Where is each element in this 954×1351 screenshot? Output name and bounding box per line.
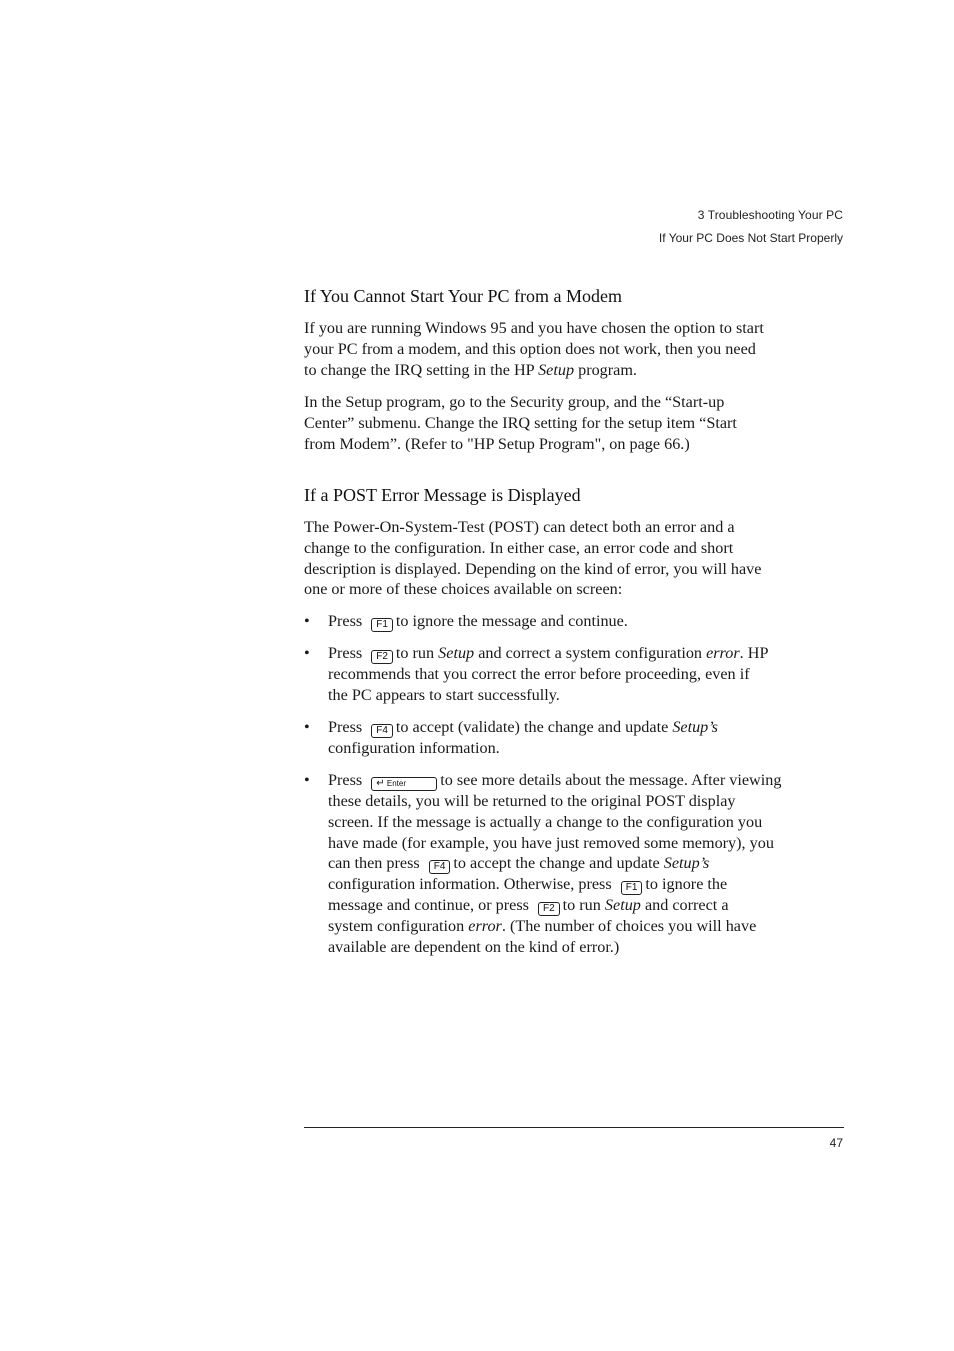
section-heading-post: If a POST Error Message is Displayed xyxy=(304,485,581,505)
running-header-chapter: 3 Troubleshooting Your PC xyxy=(697,208,843,222)
list-item-f1 xyxy=(304,611,844,632)
text-span: Press xyxy=(328,771,363,789)
text-span: can then press xyxy=(328,854,420,873)
f4-key-icon: F4 xyxy=(371,724,393,738)
text-span: . HP xyxy=(739,644,769,662)
text-line: your PC from a modem, and this option does not work, then you need xyxy=(304,339,756,358)
emphasis-setups: Setup’s xyxy=(672,718,718,736)
text-span: and correct a xyxy=(640,896,729,915)
section-heading-modem: If You Cannot Start Your PC from a Modem xyxy=(304,286,623,306)
f4-key-icon: F4 xyxy=(429,860,451,874)
text-line: these details, you will be returned to the original POST display xyxy=(328,792,736,810)
bullet-symbol: • xyxy=(304,771,310,789)
bullet-symbol: • xyxy=(304,718,310,736)
f2-key-icon: F2 xyxy=(538,902,560,916)
emphasis-error: error xyxy=(468,917,502,936)
f1-key-icon: F1 xyxy=(371,618,393,632)
text-line xyxy=(328,874,844,895)
text-span: and correct a system configuration xyxy=(474,644,707,662)
text-span: to change the IRQ setting in the HP xyxy=(304,360,539,379)
list-item-f4 xyxy=(304,717,844,759)
text-line: configuration information. xyxy=(328,739,500,757)
paragraph-modem-setup xyxy=(304,392,844,454)
text-line: In the Setup program, go to the Security group, and the “Start-up xyxy=(304,393,725,411)
text-line: description is displayed. Depending on the kind of error, you will have xyxy=(304,559,762,578)
text-span: to run xyxy=(562,896,605,915)
text-line xyxy=(328,895,844,916)
f1-key-icon: F1 xyxy=(621,881,643,895)
text-line: available are dependent on the kind of error.) xyxy=(328,938,620,957)
text-span: to ignore the message and continue. xyxy=(395,612,628,630)
text-span: to run xyxy=(395,644,439,662)
text-span: Press xyxy=(328,644,363,662)
text-line xyxy=(328,717,844,738)
f2-key-icon: F2 xyxy=(371,650,393,664)
text-line xyxy=(328,916,844,937)
text-line: recommends that you correct the error before proceeding, even if xyxy=(328,665,750,683)
text-span: . (The number of choices you will have xyxy=(501,917,757,936)
text-line: have made (for example, you have just removed some memory), you xyxy=(328,833,774,852)
text-span: message and continue, or press xyxy=(328,896,529,915)
list-item-enter xyxy=(304,770,844,958)
text-span: to accept the change and update xyxy=(453,854,664,873)
running-header-section: If Your PC Does Not Start Properly xyxy=(658,231,843,245)
emphasis-setup: Setup xyxy=(438,644,475,662)
text-line xyxy=(328,770,844,791)
paragraph-post-intro xyxy=(304,517,844,600)
text-line: If you are running Windows 95 and you have chosen the option to start xyxy=(304,319,764,337)
text-span: Press xyxy=(328,718,363,736)
enter-arrow-icon: ↵ xyxy=(376,778,385,789)
text-span: configuration information. Otherwise, press xyxy=(328,875,612,894)
text-line: the PC appears to start successfully. xyxy=(328,685,560,704)
text-line: from Modem”. (Refer to "HP Setup Program", on page 66.) xyxy=(304,434,690,453)
text-span: to accept (validate) the change and update xyxy=(395,718,673,736)
paragraph-modem-intro xyxy=(304,318,844,380)
bullet-symbol: • xyxy=(304,612,310,630)
text-line xyxy=(328,611,844,632)
emphasis-error: error xyxy=(706,644,740,662)
text-line xyxy=(304,360,844,381)
text-span: program. xyxy=(574,360,637,379)
text-line xyxy=(328,853,844,874)
text-span: to ignore the xyxy=(645,875,728,894)
text-span: to see more details about the message. After viewing xyxy=(440,771,782,789)
text-line: The Power-On-System-Test (POST) can detect both an error and a xyxy=(304,518,735,536)
list-item-f2 xyxy=(304,643,844,706)
text-line: Center” submenu. Change the IRQ setting for the setup item “Start xyxy=(304,413,737,432)
enter-key-label: Enter xyxy=(386,779,406,788)
text-line: change to the configuration. In either case, an error code and short xyxy=(304,538,734,557)
text-span: Press xyxy=(328,612,363,630)
enter-key-icon xyxy=(371,777,437,791)
footer-rule xyxy=(304,1127,844,1128)
emphasis-setup: Setup xyxy=(604,896,641,915)
text-line xyxy=(328,643,844,664)
emphasis-setups: Setup’s xyxy=(663,854,710,873)
text-line: screen. If the message is actually a change to the configuration you xyxy=(328,812,763,831)
page-number: 47 xyxy=(829,1136,843,1150)
text-span: system configuration xyxy=(328,917,469,936)
bullet-symbol: • xyxy=(304,644,310,662)
text-line: one or more of these choices available on screen: xyxy=(304,580,623,599)
emphasis-setup: Setup xyxy=(538,360,575,379)
